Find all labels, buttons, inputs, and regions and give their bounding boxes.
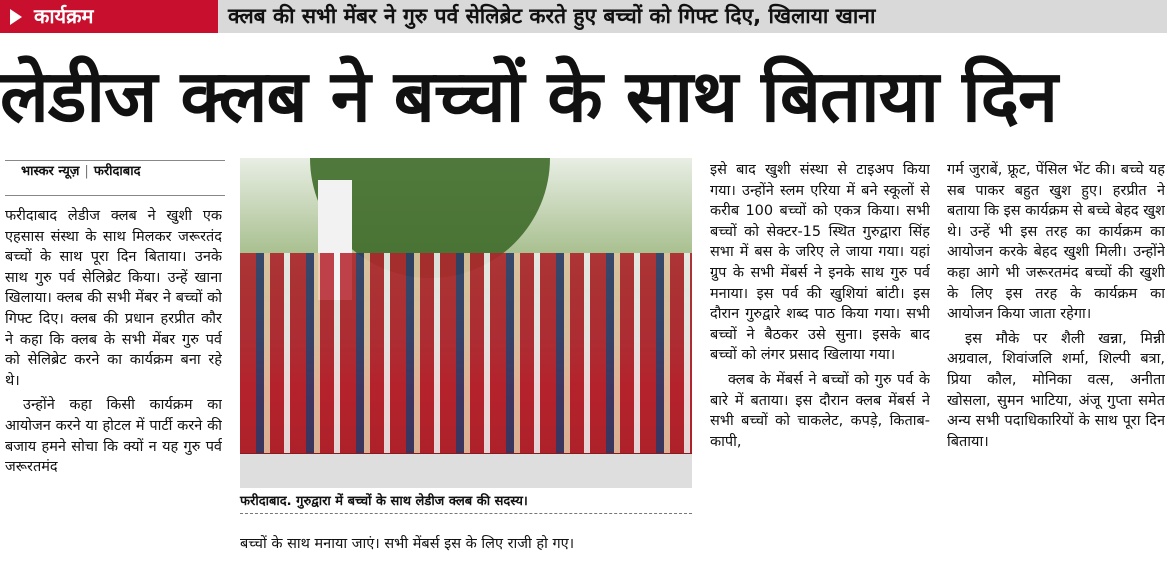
article-column-4 (947, 160, 1165, 558)
byline (5, 160, 225, 196)
article-column-3 (710, 160, 930, 558)
category-bar (0, 0, 1167, 33)
article-column-1 (5, 206, 222, 558)
category-tag: कार्यक्रम (0, 0, 218, 33)
paragraph: इसे बाद खुशी संस्था से टाइअप किया गया। उन्होंने स्लम एरिया में बने स्कूलों से करीब 100 बच्चों को एकत्र किया। सभी बच्चों को सेक्टर-15 स्थित गुरुद्वारा सिंह सभा में बस के जरिए ले जाया गया। यहां ग्रुप के सभी मेंबर्स ने इनके साथ गुरु पर्व मनाया। इस पर्व की खुशियां बांटी। इस दौरान गुरुद्वारे शब्द पाठ किया गया। सभी बच्चों ने बैठकर उसे सुना। इसके बाद बच्चों को लंगर प्रसाद खिलाया गया। (710, 162, 930, 364)
photo-caption: फरीदाबाद. गुरुद्वारा में बच्चों के साथ लेडीज क्लब की सदस्य। (240, 491, 692, 514)
paragraph: गर्म जुराबें, फ्रूट, पेंसिल भेंट की। बच्चे यह सब पाकर बहुत खुश हुए। हरप्रीत ने बताया कि इस कार्यक्रम से बच्चे बेहद खुश थे। उन्हें भी इस तरह का कार्यक्रम का आयोजन करके बेहद खुशी मिली। उन्होंने कहा आगे भी जरूरतमंद बच्चों की खुशी के लिए इस तरह के कार्यक्रम का आयोजन किया जाता रहेगा। (947, 162, 1165, 323)
paragraph: उन्होंने कहा किसी कार्यक्रम का आयोजन करने या होटल में पार्टी करने की बजाय हमने सोचा कि क्यों न यह गुरु पर्व जरूरतमंद (5, 397, 222, 476)
paragraph: इस मौके पर शैली खन्ना, मिन्नी अग्रवाल, शिवांजलि शर्मा, शिल्पी बत्रा, प्रिया कौल, मोनिका वत्स, अनीता खोसला, सुमन भाटिया, अंजू गुप्ता समेत अन्य सभी पदाधिकारियों के साथ पूरा दिन बिताया। (947, 330, 1165, 450)
byline-source: भास्कर न्यूज़ (21, 164, 80, 179)
photo-floor (240, 454, 692, 488)
subheadline: क्लब की सभी मेंबर ने गुरु पर्व सेलिब्रेट करते हुए बच्चों को गिफ्ट दिए, खिलाया खाना (228, 4, 876, 28)
paragraph-continuation: बच्चों के साथ मनाया जाएं। सभी मेंबर्स इस के लिए राजी हो गए। (240, 536, 575, 552)
headline: लेडीज क्लब ने बच्चों के साथ बिताया दिन (0, 54, 1057, 138)
photo-group (240, 253, 692, 453)
paragraph: क्लब के मेंबर्स ने बच्चों को गुरु पर्व के बारे में बताया। इस दौरान क्लब मेंबर्स ने सभी बच्चों को चाकलेट, कपड़े, किताब-कापी, (710, 371, 930, 450)
byline-city: फरीदाबाद (93, 164, 141, 179)
article-photo (240, 158, 692, 488)
paragraph: फरीदाबाद लेडीज क्लब ने खुशी एक एहसास संस्था के साथ मिलकर जरूरतंद बच्चों के साथ पूरा दिन बिताया। उनके साथ गुरु पर्व सेलिब्रेट किया। उन्हें खाना खिलाया। क्लब की सभी मेंबर ने बच्चों को गिफ्ट दिए। क्लब की प्रधान हरप्रीत कौर ने कहा कि क्लब के सभी मेंबर गुरु पर्व को सेलिब्रेट करने का कार्यक्रम बना रहे थे। (5, 208, 222, 389)
byline-separator: | (84, 164, 89, 179)
